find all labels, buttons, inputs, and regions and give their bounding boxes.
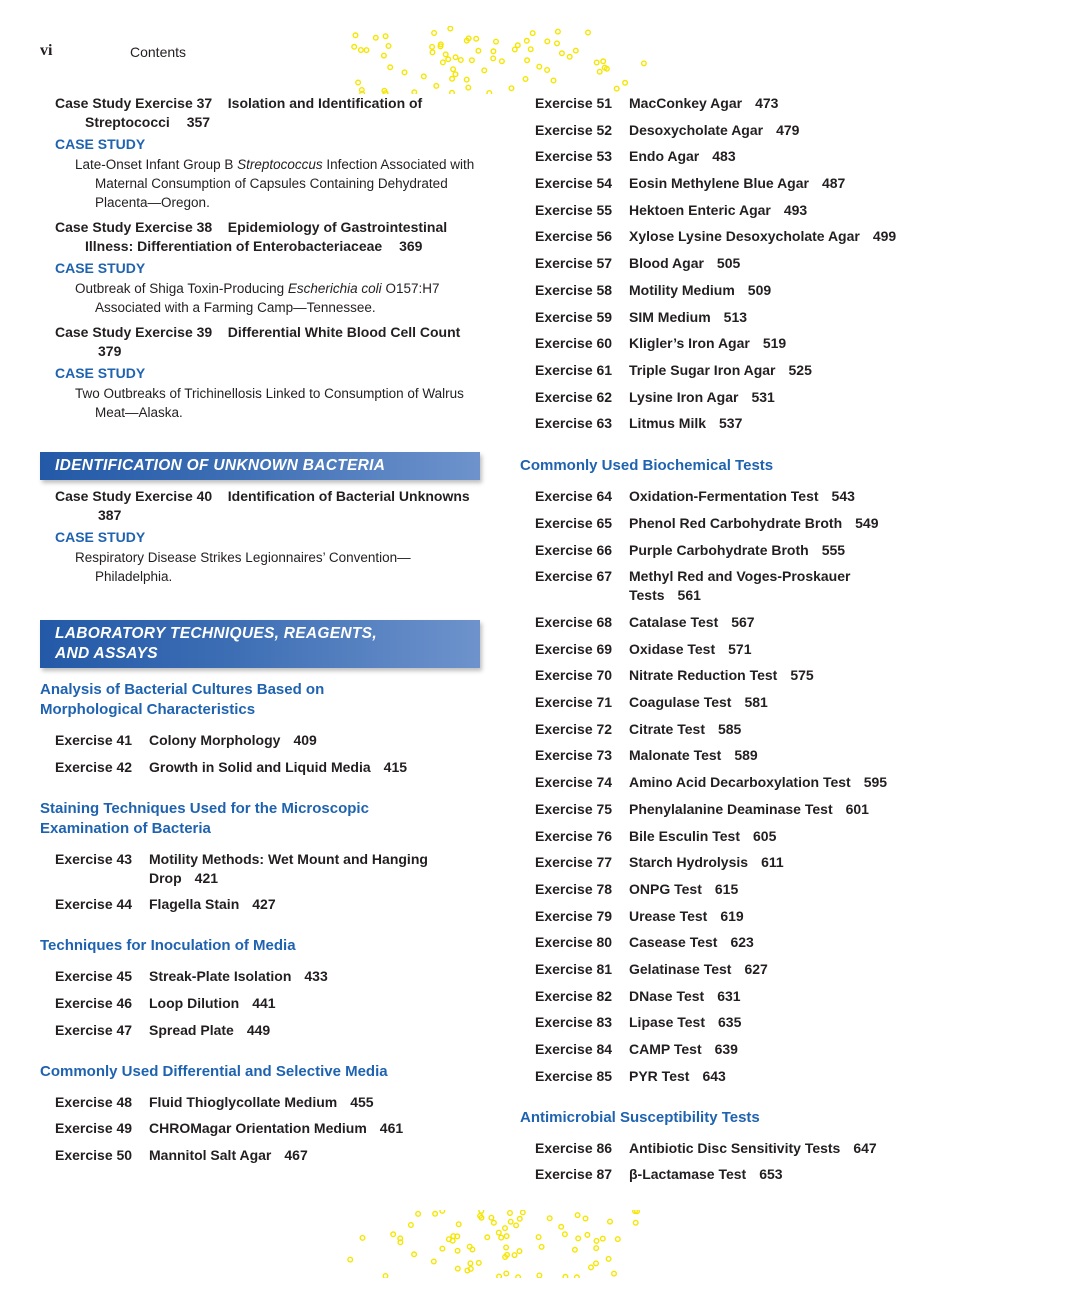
toc-entry-exercise-68[interactable]: Exercise 68 Catalase Test 567 [535,614,755,630]
decorative-dot [470,1247,475,1252]
toc-entry-exercise-53[interactable]: Exercise 53 Endo Agar 483 [535,148,736,165]
decorative-dot [477,1261,482,1266]
decorative-dot [492,1220,497,1225]
decorative-dot [453,55,458,60]
decorative-dot [575,1275,580,1278]
decorative-dot [516,1275,521,1278]
decorative-dot [585,1233,590,1238]
toc-entry-exercise-81[interactable]: Exercise 81 Gelatinase Test 627 [535,960,768,977]
decorative-dot [432,1259,437,1264]
section-heading: Commonly Used Differential and Selective Media [40,1062,388,1080]
decorative-dot [476,49,481,54]
decorative-dot [525,58,530,63]
decorative-dot [528,47,533,52]
toc-entry-exercise-74[interactable]: Exercise 74 Amino Acid Decarboxylation Test 595 [535,774,888,791]
decorative-dot [530,31,535,36]
case-study-entry [40,94,480,212]
decorative-dot [398,1236,403,1241]
decorative-dot [456,1266,461,1271]
decorative-dot [642,61,647,66]
decorative-dot [456,1222,461,1227]
decorative-dot [451,1234,456,1239]
decorative-dot [455,1248,460,1253]
decorative-dot [594,60,599,65]
decorative-dot [459,58,464,63]
section-heading: Commonly Used Biochemical Tests [520,457,774,475]
decorative-dot [383,34,388,39]
toc-entry-exercise-48[interactable]: Exercise 48 Fluid Thioglycollate Medium 455 [55,1093,374,1110]
decorative-dot [608,1219,613,1224]
case-study-38[interactable]: Case Study Exercise 38 Epidemiology of Gastrointestinal Illness: Differentiation of Enterobacteriaceae 369 [55,219,448,254]
decorative-dot [485,1235,490,1240]
toc-entry-exercise-58[interactable]: Exercise 58 Motility Medium 509 [535,281,772,298]
decorative-dot [497,1274,502,1278]
section-heading: Techniques for Inoculation of Media [40,937,296,955]
case-study-40[interactable]: Case Study Exercise 40 Identification of Bacterial Unknowns 387 [55,488,470,523]
decorative-dot [518,1217,523,1222]
exercise-list [520,487,1060,1085]
decorative-dot [560,51,565,56]
decorative-dot [440,1246,445,1251]
decorative-dot [563,1232,568,1237]
exercise-list [40,850,480,915]
toc-entry-exercise-47[interactable]: Exercise 47 Spread Plate 449 [55,1021,271,1038]
decorative-dot [356,80,361,85]
decorative-dot [497,1230,502,1235]
section-heading: Antimicrobial Susceptibility Tests [520,1108,760,1126]
decorative-dot [432,31,437,36]
toc-entry-exercise-50[interactable]: Exercise 50 Mannitol Salt Agar 467 [55,1147,308,1164]
decorative-dot [446,57,451,62]
decorative-dot [545,68,550,73]
toc-left-column [40,94,480,1173]
case-study-label: CASE STUDY [55,136,146,152]
decorative-dot [594,1246,599,1251]
decorative-dot [573,1248,578,1253]
toc-entry-exercise-54[interactable]: Exercise 54 Eosin Methylene Blue Agar 487 [535,175,846,192]
toc-entry-exercise-86[interactable]: Exercise 86 Antibiotic Disc Sensitivity Tests 647 [535,1139,877,1156]
decorative-dot [517,1249,522,1254]
exercise-list [40,1093,480,1165]
toc-entry-exercise-64[interactable]: Exercise 64 Oxidation-Fermentation Test 543 [535,488,855,505]
decorative-dot [409,1223,414,1228]
toc-entry-exercise-57[interactable]: Exercise 57 Blood Agar 505 [535,255,741,272]
toc-entry-exercise-49[interactable]: Exercise 49 CHROMagar Orientation Medium 461 [55,1120,404,1137]
decorative-dot [499,1235,504,1240]
toc-entry-exercise-79[interactable]: Exercise 79 Urease Test 619 [535,907,744,924]
decorative-dot [504,1234,509,1239]
decorative-dot [547,1216,552,1221]
decorative-dot [612,1271,617,1276]
toc-entry-exercise-70[interactable]: Exercise 70 Nitrate Reduction Test 575 [535,667,814,684]
toc-entry-exercise-60[interactable]: Exercise 60 Kligler’s Iron Agar 519 [535,335,787,352]
running-title: Contents [130,44,187,60]
decorative-dot [525,39,530,44]
decorative-dot [388,65,393,70]
toc-entry-exercise-87[interactable]: Exercise 87 β-Lactamase Test 653 [535,1166,783,1183]
decorative-dot [555,41,560,46]
case-study-label: CASE STUDY [55,260,146,276]
toc-entry-exercise-71[interactable]: Exercise 71 Coagulase Test 581 [535,694,768,711]
decorative-dot [594,1239,599,1244]
decorative-dot [586,30,591,35]
decorative-dot [433,1212,438,1217]
decorative-dot [614,86,619,91]
decorative-dot [364,48,369,53]
decorative-dot [412,1252,417,1257]
decorative-dot [536,1235,541,1240]
decorative-dot [567,55,572,60]
decorative-dot [402,70,407,75]
decorative-dot [353,33,358,38]
decorative-dot [416,1212,421,1217]
decorative-dot [434,84,439,89]
decorative-dot [464,77,469,82]
case-study-label: CASE STUDY [55,365,146,381]
decorative-dot [504,1271,509,1276]
decorative-dot [491,56,496,61]
decorative-dot [469,1267,474,1272]
decorative-dot [601,1236,606,1241]
decorative-dot [601,59,606,64]
case-study-label: CASE STUDY [55,529,146,545]
toc-entry-exercise-55[interactable]: Exercise 55 Hektoen Enteric Agar 493 [535,201,808,218]
toc-entry-exercise-69[interactable]: Exercise 69 Oxidase Test 571 [535,640,752,657]
decorative-dot [440,1210,445,1213]
toc-entry-exercise-45[interactable]: Exercise 45 Streak-Plate Isolation 433 [55,968,328,985]
decorative-dot [512,1253,517,1258]
decorative-dots-top [350,26,650,94]
part-banner-lab-techniques: LABORATORY TECHNIQUES, REAGENTS, AND ASSAYS [40,620,480,668]
toc-entry-exercise-46[interactable]: Exercise 46 Loop Dilution 441 [55,995,276,1012]
decorative-dot [574,48,579,53]
decorative-dot [482,68,487,73]
toc-entry-exercise-83[interactable]: Exercise 83 Lipase Test 635 [535,1014,742,1031]
decorative-dot [441,60,446,65]
decorative-dot [360,1236,365,1241]
decorative-dot [448,26,453,31]
decorative-dot [474,36,479,41]
toc-entry-exercise-56[interactable]: Exercise 56 Xylose Lysine Desoxycholate Agar 499 [535,228,897,245]
decorative-dot [386,44,391,49]
toc-entry-exercise-43[interactable]: Exercise 43 Motility Methods: Wet Mount and Hanging Drop 421 [55,850,428,886]
decorative-dot [374,36,379,41]
decorative-dot [430,45,435,50]
decorative-dot [537,64,542,69]
decorative-dot [489,1215,494,1220]
decorative-dot [623,81,628,86]
decorative-dot [470,58,475,63]
case-study-entry [40,487,480,586]
case-study-entry [40,218,480,317]
decorative-dot [575,1213,580,1218]
decorative-dot [616,1237,621,1242]
decorative-dot [383,1274,388,1278]
decorative-dot [494,39,499,44]
decorative-dot [479,1210,484,1213]
decorative-dot [352,45,357,50]
decorative-dot [450,77,455,82]
exercise-list [520,94,1060,433]
decorative-dot [521,1210,526,1215]
toc-entry-exercise-78[interactable]: Exercise 78 ONPG Test 615 [535,880,739,897]
decorative-dot [589,1265,594,1270]
decorative-dot [491,49,496,54]
part-banner-unknown-bacteria: IDENTIFICATION OF UNKNOWN BACTERIA [40,452,480,480]
toc-right-column [520,94,1060,1192]
decorative-dot [509,86,514,91]
decorative-dot [559,1225,564,1230]
decorative-dot [508,1219,513,1224]
decorative-dot [597,69,602,74]
toc-entry-exercise-67[interactable]: Exercise 67 Methyl Red and Voges-Proskauer Tests 561 [535,568,851,604]
decorative-dot [583,1216,588,1221]
toc-entry-exercise-63[interactable]: Exercise 63 Litmus Milk 537 [535,415,743,432]
toc-entry-exercise-85[interactable]: Exercise 85 PYR Test 643 [535,1067,726,1084]
decorative-dot [563,1275,568,1279]
toc-entry-exercise-82[interactable]: Exercise 82 DNase Test 631 [535,987,741,1004]
decorative-dot [487,91,492,94]
decorative-dot [594,1261,599,1266]
toc-entry-exercise-51[interactable]: Exercise 51 MacConkey Agar 473 [535,95,779,111]
decorative-dot [391,1232,396,1237]
toc-entry-exercise-73[interactable]: Exercise 73 Malonate Test 589 [535,747,758,764]
decorative-dot [422,74,427,79]
decorative-dot [514,1223,519,1228]
decorative-dot [523,77,528,82]
decorative-dot [504,1245,509,1250]
section-heading: Analysis of Bacterial Cultures Based on Morphological Characteristics [40,681,325,718]
decorative-dot [606,1257,611,1262]
decorative-dot [500,59,505,64]
decorative-dot [633,1220,638,1225]
exercise-list [40,967,480,1039]
page-number: vi [40,42,53,59]
decorative-dot [516,43,521,48]
decorative-dot [556,29,561,34]
case-study-description: Outbreak of Shiga Toxin-Producing Escherichia coli O157:H7 Associated with a Farming Camp—Tennessee. [75,281,440,315]
decorative-dot [450,1238,455,1243]
toc-entry-exercise-44[interactable]: Exercise 44 Flagella Stain 427 [55,896,276,913]
decorative-dot [508,1211,513,1216]
decorative-dot [503,1226,508,1231]
decorative-dot [576,1236,581,1241]
decorative-dot [468,1261,473,1266]
decorative-dot [545,39,550,44]
decorative-dot [430,50,435,55]
toc-entry-exercise-66[interactable]: Exercise 66 Purple Carbohydrate Broth 555 [535,541,846,558]
toc-entry-exercise-41[interactable]: Exercise 41 Colony Morphology 409 [55,732,317,748]
toc-entry-exercise-84[interactable]: Exercise 84 CAMP Test 639 [535,1041,738,1057]
decorative-dot [382,53,387,58]
case-study-entry [40,323,480,422]
decorative-dot [360,88,365,93]
toc-entry-exercise-80[interactable]: Exercise 80 Casease Test 623 [535,934,754,951]
case-study-37[interactable]: Case Study Exercise 37 Isolation and Identification of Streptococci 357 [55,95,423,130]
toc-entry-exercise-77[interactable]: Exercise 77 Starch Hydrolysis 611 [535,854,784,871]
decorative-dot [537,1273,542,1278]
case-study-description: Late-Onset Infant Group B Streptococcus Infection Associated with Maternal Consumption of Capsules Containing Dehydrated Placenta—Oregon. [75,157,475,210]
decorative-dot [453,72,458,77]
toc-entry-exercise-42[interactable]: Exercise 42 Growth in Solid and Liquid Media 415 [55,758,408,775]
decorative-dot [466,85,471,90]
toc-entry-exercise-59[interactable]: Exercise 59 SIM Medium 513 [535,308,748,325]
decorative-dot [359,48,364,53]
case-study-description: Respiratory Disease Strikes Legionnaires’ Convention—Philadelphia. [75,550,411,584]
toc-entry-exercise-62[interactable]: Exercise 62 Lysine Iron Agar 531 [535,388,775,405]
toc-entry-exercise-65[interactable]: Exercise 65 Phenol Red Carbohydrate Broth 549 [535,514,879,531]
toc-entry-exercise-75[interactable]: Exercise 75 Phenylalanine Deaminase Test 601 [535,800,869,817]
case-study-description: Two Outbreaks of Trichinellosis Linked to Consumption of Walrus Meat—Alaska. [75,386,464,420]
decorative-dots-bottom [345,1210,645,1278]
decorative-dot [443,52,448,57]
toc-entry-exercise-72[interactable]: Exercise 72 Citrate Test 585 [535,720,742,737]
case-study-39[interactable]: Case Study Exercise 39 Differential White Blood Cell Count 379 [55,324,461,359]
toc-entry-exercise-52[interactable]: Exercise 52 Desoxycholate Agar 479 [535,121,800,138]
decorative-dot [539,1245,544,1250]
decorative-dot [348,1257,353,1262]
section-heading: Staining Techniques Used for the Microscopic Examination of Bacteria [40,799,369,837]
toc-entry-exercise-61[interactable]: Exercise 61 Triple Sugar Iron Agar 525 [535,361,812,378]
decorative-dot [451,67,456,72]
exercise-list [520,1139,1060,1185]
toc-entry-exercise-76[interactable]: Exercise 76 Bile Esculin Test 605 [535,827,777,844]
exercise-list [40,731,480,777]
decorative-dot [551,78,556,83]
